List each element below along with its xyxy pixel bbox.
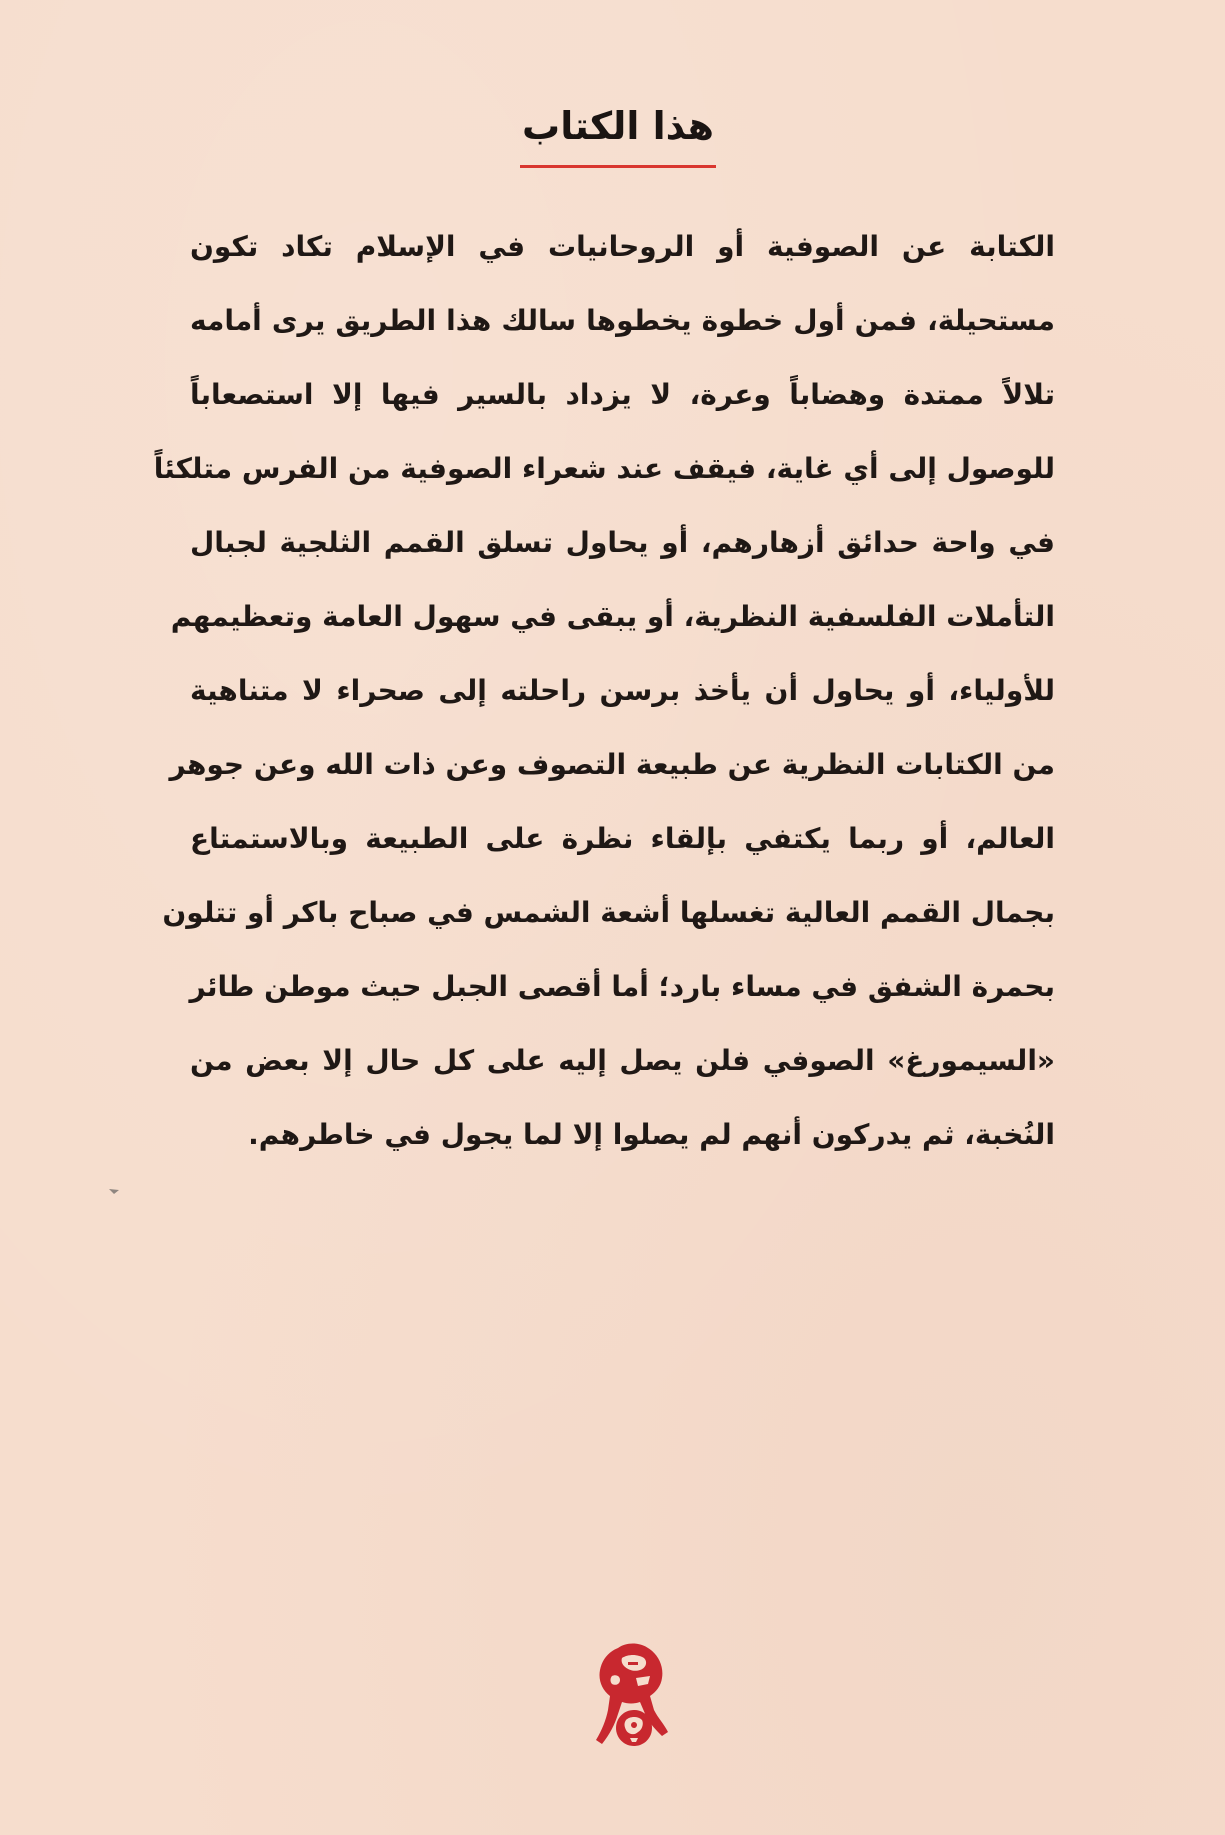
blurb-line: للوصول إلى أي غاية، فيقف عند شعراء الصوفية من الفرس متلكئاً <box>153 452 1055 485</box>
blurb-line: من الكتابات النظرية عن طبيعة التصوف وعن ذات الله وعن جوهر <box>169 748 1055 781</box>
publisher-logo-icon <box>588 1640 678 1750</box>
page-title: هذا الكتاب <box>522 104 714 148</box>
blurb-line: في واحة حدائق أزهارهم، أو يحاول تسلق القمم الثلجية لجبال <box>190 526 1055 559</box>
blurb-line: للأولياء، أو يحاول أن يأخذ برسن راحلته إلى صحراء لا متناهية <box>190 674 1055 707</box>
blurb-line: العالم، أو ربما يكتفي بإلقاء نظرة على الطبيعة وبالاستمتاع <box>190 822 1055 855</box>
blurb-line: مستحيلة، فمن أول خطوة يخطوها سالك هذا الطريق يرى أمامه <box>190 304 1055 337</box>
paper-speck <box>108 1188 120 1195</box>
blurb-line: التأملات الفلسفية النظرية، أو يبقى في سهول العامة وتعظيمهم <box>170 600 1055 633</box>
blurb-line: بجمال القمم العالية تغسلها أشعة الشمس في صباح باكر أو تتلون <box>162 896 1055 929</box>
blurb-paragraph <box>153 220 1055 1182</box>
blurb-line: بحمرة الشفق في مساء بارد؛ أما أقصى الجبل حيث موطن طائر <box>189 970 1055 1003</box>
blurb-line: الكتابة عن الصوفية أو الروحانيات في الإسلام تكاد تكون <box>190 230 1055 263</box>
blurb-line: تلالاً ممتدة وهضاباً وعرة، لا يزداد بالسير فيها إلا استصعاباً <box>190 378 1055 411</box>
blurb-line: «السيمورغ» الصوفي فلن يصل إليه على كل حال إلا بعض من <box>190 1044 1055 1077</box>
title-underline <box>520 165 716 168</box>
blurb-line: النُخبة، ثم يدركون أنهم لم يصلوا إلا لما يجول في خاطرهم. <box>248 1118 1055 1151</box>
